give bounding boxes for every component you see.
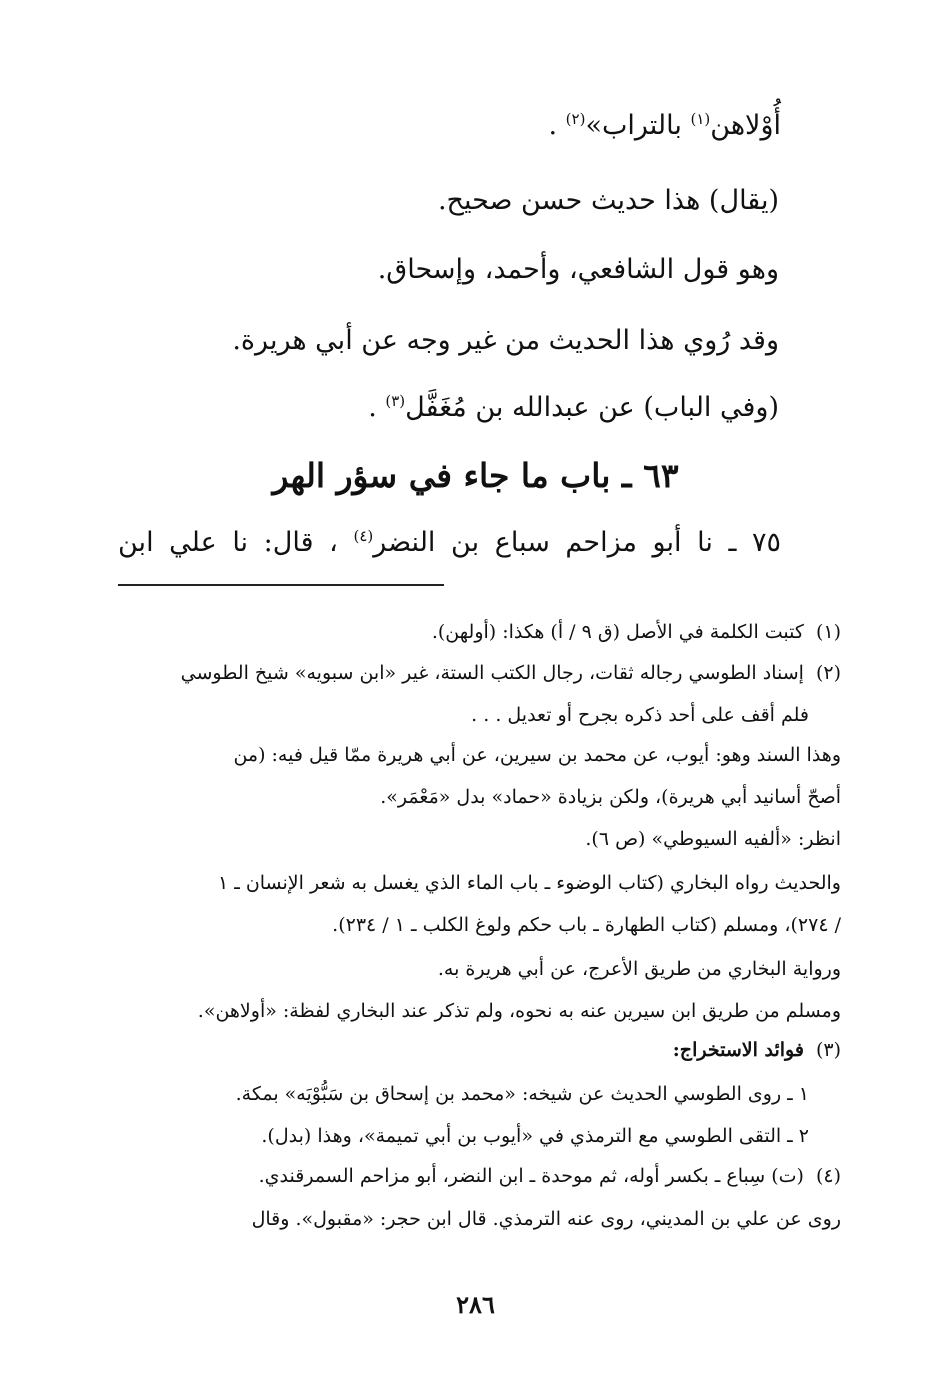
footnote-3-line-2: ٢ ـ التقى الطوسي مع الترمذي في «أيوب بن أبي تميمة»، وهذا (بدل). <box>261 1125 809 1147</box>
footnote-3-title: فوائد الاستخراج: <box>672 1039 804 1061</box>
footnote-2-line-3: وهذا السند وهو: أيوب، عن محمد بن سيرين، عن أبي هريرة ممّا قيل فيه: (من <box>233 744 841 766</box>
main-line-7-text: ٧٥ ـ نا أبو مزاحم سباع بن النضر <box>373 527 782 558</box>
main-line-1 <box>110 108 781 144</box>
footnote-separator <box>118 584 444 586</box>
footnote-2-number: (٢) <box>815 662 841 684</box>
main-line-7-end: ، قال: نا علي ابن <box>118 527 354 558</box>
main-line-3: وهو قول الشافعي، وأحمد، وإسحاق. <box>377 254 779 285</box>
footnote-4-text-1: (ت) سِباع ـ بكسر أوله، ثم موحدة ـ ابن النضر، أبو مزاحم السمرقندي. <box>258 1165 804 1187</box>
footnote-4-line-1 <box>125 1163 841 1189</box>
footnote-2-line-2: فلم أقف على أحد ذكره بجرح أو تعديل . . . <box>471 704 809 726</box>
main-line-7 <box>118 525 781 561</box>
footnote-4-number: (٤) <box>815 1165 841 1187</box>
main-line-4: وقد رُوي هذا الحديث من غير وجه عن أبي هريرة. <box>232 325 779 356</box>
footnote-2-line-5: انظر: «ألفيه السيوطي» (ص ٦). <box>585 828 841 850</box>
footnote-3-line-1: ١ ـ روى الطوسي الحديث عن شيخه: «محمد بن إسحاق بن سَبُّوْيَه» بمكة. <box>235 1083 809 1105</box>
footnote-1-text: كتبت الكلمة في الأصل (ق ٩ / أ) هكذا: (أولهن). <box>431 621 804 643</box>
footnote-2-text-1: إسناد الطوسي رجاله ثقات، رجال الكتب الستة، غير «ابن سبويه» شيخ الطوسي <box>180 662 804 684</box>
footnote-3-number: (٣) <box>815 1039 841 1061</box>
footnote-ref-1[interactable]: (١) <box>690 110 711 128</box>
main-line-2: (يقال) هذا حديث حسن صحيح. <box>437 185 779 216</box>
main-line-1-word: أُوْلاهن <box>710 110 781 141</box>
footnote-1 <box>125 619 841 645</box>
main-line-5 <box>110 390 779 426</box>
main-line-5-end: . <box>368 392 386 423</box>
footnote-2-line-6: والحديث رواه البخاري (كتاب الوضوء ـ باب الماء الذي يغسل به شعر الإنسان ـ ١ <box>217 872 841 894</box>
footnote-2-line-8: ورواية البخاري من طريق الأعرج، عن أبي هريرة به. <box>437 958 841 980</box>
chapter-heading: ٦٣ ـ باب ما جاء في سؤر الهر <box>272 456 679 495</box>
footnote-2-line-1 <box>125 660 841 686</box>
footnote-4-line-2: روى عن علي بن المديني، روى عنه الترمذي. قال ابن حجر: «مقبول». وقال <box>251 1208 841 1230</box>
footnote-2-line-7: / ٢٧٤)، ومسلم (كتاب الطهارة ـ باب حكم ولوغ الكلب ـ ١ / ٢٣٤). <box>332 914 841 936</box>
footnote-ref-2[interactable]: (٢) <box>565 110 586 128</box>
footnote-3-title-line <box>125 1037 841 1063</box>
footnote-2-line-9: ومسلم من طريق ابن سيرين عنه به نحوه، ولم تذكر عند البخاري لفظة: «أولاهن». <box>197 1000 841 1022</box>
footnote-1-number: (١) <box>815 621 841 643</box>
main-line-1-end: . <box>548 110 566 141</box>
footnote-2-line-4: أصحّ أسانيد أبي هريرة)، ولكن بزيادة «حماد» بدل «مَعْمَر». <box>380 786 841 808</box>
main-line-1-rest: بالتراب» <box>585 110 691 141</box>
page-number: ٢٨٦ <box>456 1290 495 1319</box>
footnote-ref-3[interactable]: (٣) <box>385 392 406 410</box>
main-line-5-text: (وفي الباب) عن عبدالله بن مُغَفَّل <box>405 392 779 423</box>
footnote-ref-4[interactable]: (٤) <box>353 527 374 545</box>
